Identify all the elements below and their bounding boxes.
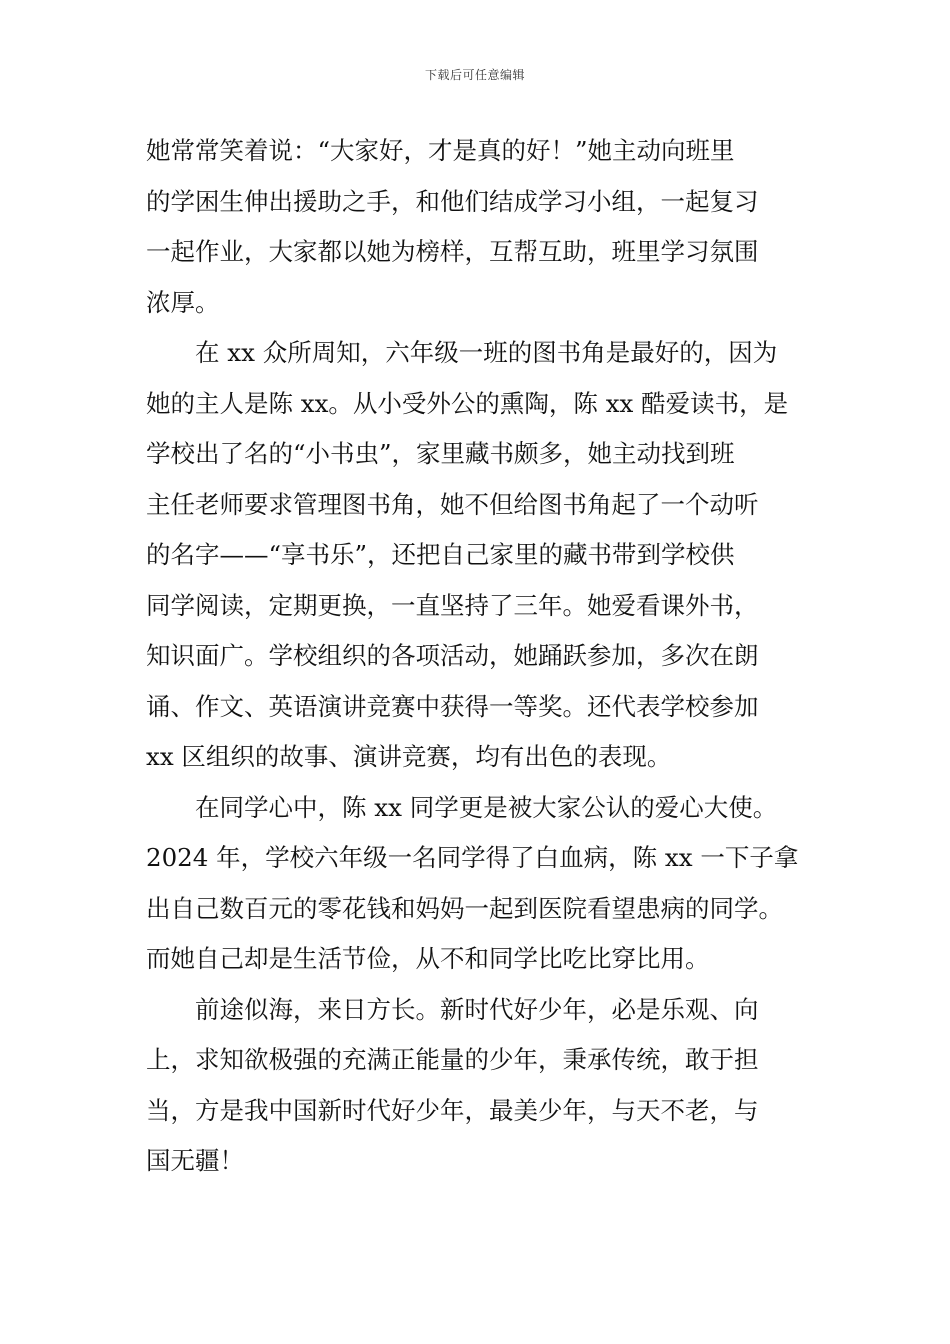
text-line: 的学困生伸出援助之手，和他们结成学习小组，一起复习 <box>146 186 759 216</box>
text-line: 一起作业，大家都以她为榜样，互帮互助，班里学习氛围 <box>146 237 759 266</box>
text-line: xx 区组织的故事、演讲竞赛，均有出色的表现。 <box>146 742 672 771</box>
text-line: 主任老师要求管理图书角，她不但给图书角起了一个动听 <box>146 489 759 519</box>
text-line: 她常常笑着说：“大家好，才是真的好！”她主动向班里 <box>146 136 735 165</box>
text-line: 前途似海，来日方长。新时代好少年，必是乐观、向 <box>146 994 759 1024</box>
text-line: 她的主人是陈 xx。从小受外公的熏陶，陈 xx 酷爱读书，是 <box>146 388 789 418</box>
header-note: 下载后可任意编辑 <box>424 68 525 82</box>
text-line: 同学阅读，定期更换，一直坚持了三年。她爱看课外书， <box>146 590 759 620</box>
text-line: 出自己数百元的零花钱和妈妈一起到医院看望患病的同学。 <box>146 893 783 923</box>
text-line: 上，求知欲极强的充满正能量的少年，秉承传统，敢于担 <box>146 1045 759 1074</box>
text-line: 而她自己却是生活节俭，从不和同学比吃比穿比用。 <box>146 944 710 973</box>
document-body <box>146 126 806 1187</box>
text-line: 知识面广。学校组织的各项活动，她踊跃参加，多次在朗 <box>146 641 759 670</box>
text-line: 浓厚。 <box>146 287 220 317</box>
text-line: 诵、作文、英语演讲竞赛中获得一等奖。还代表学校参加 <box>146 691 759 721</box>
text-line: 国无疆！ <box>146 1146 244 1175</box>
text-line: 的名字——“享书乐”，还把自己家里的藏书带到学校供 <box>146 540 735 569</box>
text-line: 学校出了名的“小书虫”，家里藏书颇多，她主动找到班 <box>146 439 735 468</box>
text-line: 2024 年，学校六年级一名同学得了白血病，陈 xx 一下子拿 <box>146 843 799 872</box>
text-line: 在同学心中，陈 xx 同学更是被大家公认的爱心大使。 <box>146 792 778 822</box>
text-line: 当，方是我中国新时代好少年，最美少年，与天不老，与 <box>146 1095 759 1125</box>
text-line: 在 xx 众所周知，六年级一班的图书角是最好的，因为 <box>146 338 778 367</box>
